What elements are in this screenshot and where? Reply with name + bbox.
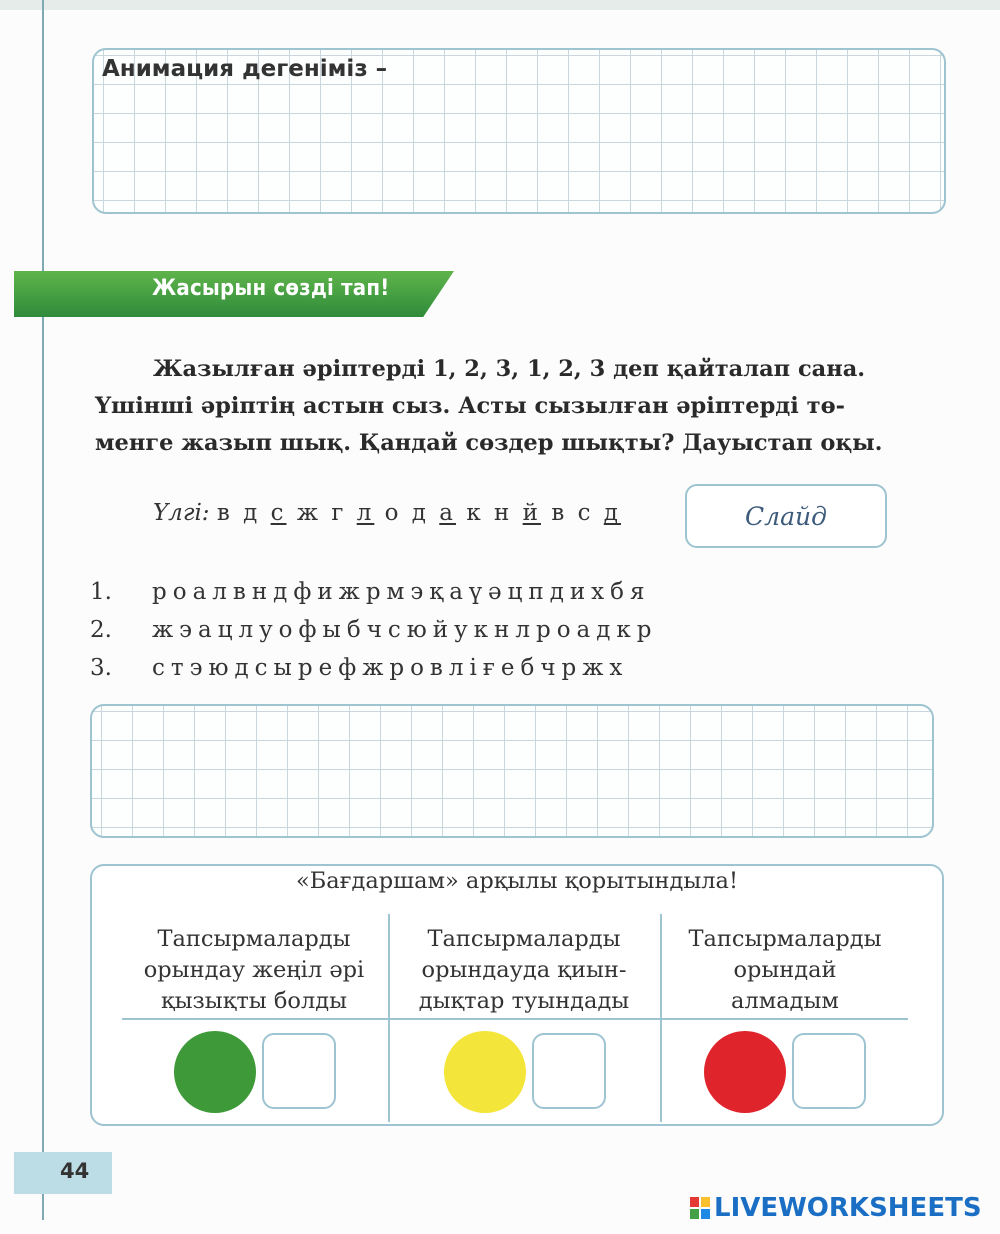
sample-prefix: Үлгі: [153,500,210,526]
brand-name: LIVEWORKSHEETS [714,1193,982,1223]
instruction-line-3: менге жазып шық. Қандай сөздер шықты? Дауыстап оқы. [95,430,883,456]
task-letters: стэюдсырефжровліғебчржх [152,655,629,681]
green-light-circle [174,1031,256,1113]
sample-letter-underlined: й [522,500,541,526]
sample-letter: к [466,500,484,526]
red-checkbox[interactable] [792,1033,866,1109]
task-letters: роалвндфижрмэқаүәцпдихбя [152,579,651,605]
page-margin-line [42,0,44,1220]
task-list [90,573,658,687]
answer-grid-box[interactable] [90,704,934,838]
task-instructions [95,351,945,462]
page-top-edge [0,0,1000,10]
green-checkbox[interactable] [262,1033,336,1109]
summary-column-text [119,924,389,1017]
row-divider [122,1018,908,1020]
yellow-checkbox[interactable] [532,1033,606,1109]
sample-letter: в [551,500,568,526]
sample-letter: в [216,500,233,526]
summary-column-text [389,924,659,1017]
instruction-line-1: Жазылған әріптерді 1, 2, 3, 1, 2, 3 деп қайталап сана. [153,356,866,382]
task-number: 1. [90,579,112,605]
column-text-line: орындауда қиын- [421,957,627,983]
sample-letter-underlined: с [270,500,287,526]
red-light-circle [704,1031,786,1113]
definition-label: Анимация дегеніміз – [102,56,388,82]
summary-column-text [650,924,920,1017]
sample-row [153,500,621,526]
definition-answer-box[interactable] [92,48,946,214]
sample-letter-underlined: а [439,500,456,526]
sample-letter: ж [296,500,321,526]
task-number: 2. [90,617,112,643]
task-letters: жэацлуофыбчсюйукнлроадкр [152,617,658,643]
section-banner-title: Жасырын сөзді тап! [152,276,390,301]
sample-letter-underlined: л [356,500,375,526]
sample-letter: д [243,500,261,526]
sample-letters [217,500,621,526]
summary-title: «Бағдаршам» арқылы қорытындыла! [296,868,738,894]
instruction-line-2: Үшінші әріптің астын сыз. Асты сызылған әріптерді тө- [95,393,845,419]
sample-letter: г [331,500,347,526]
liveworksheets-brand [690,1193,982,1223]
task-number: 3. [90,655,112,681]
sample-letter-underlined: д [603,500,621,526]
task-item [90,649,658,687]
sample-letter: о [384,500,402,526]
column-text-line: дықтар туындады [418,988,630,1014]
sample-letter: н [494,500,513,526]
task-item [90,611,658,649]
column-text-line: орындай [733,957,837,983]
column-text-line: орындау жеңіл әрі [143,957,365,983]
task-item [90,573,658,611]
column-text-line: Тапсырмаларды [427,926,621,952]
yellow-light-circle [444,1031,526,1113]
sample-letter: д [411,500,429,526]
page-number: 44 [60,1159,90,1183]
column-text-line: Тапсырмаларды [688,926,882,952]
column-text-line: алмадым [731,988,839,1014]
liveworksheets-logo-icon [690,1197,710,1219]
column-text-line: Тапсырмаларды [157,926,351,952]
slide-button[interactable]: Слайд [685,484,887,548]
sample-letter: с [577,500,594,526]
column-text-line: қызықты болды [160,988,347,1014]
